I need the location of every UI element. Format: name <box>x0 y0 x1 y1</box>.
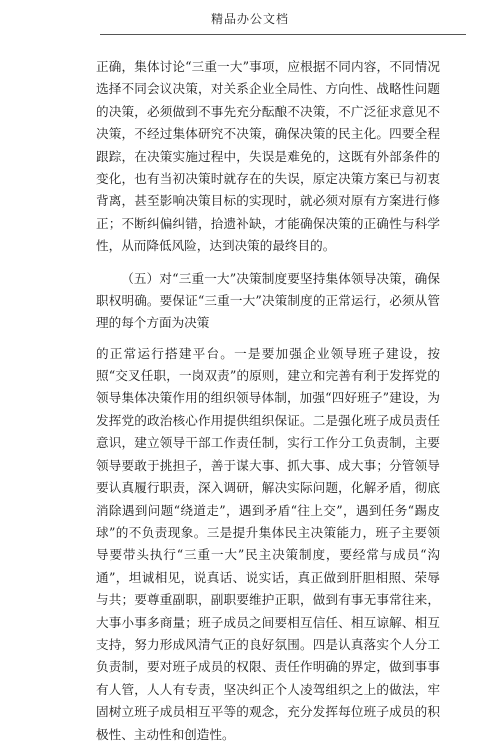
page-header-title: 精品办公文档 <box>210 12 289 26</box>
document-body <box>96 56 440 746</box>
header-divider <box>100 34 466 35</box>
body-paragraph-1: 正确，集体讨论“三重一大”事项，应根据不同内容，不同情况选择不同会议决策，对关系企业全局性、方向性、战略性问题的决策，必须做到不事先充分酝酿不决策，不广泛征求意见不决策，不经过集体研究不决策，确保决策的民主化。四要全程跟踪，在决策实施过程中，失误是难免的，这既有外部条件的变化，也有当初决策时就存在的失误，原定决策方案已与初衷背离，甚至影响决策目标的实现时，就必须对原有方案进行修正；不断纠偏纠错，拾遗补缺，才能确保决策的正确性与科学性，从而降低风险，达到决策的最终目的。 <box>96 59 440 254</box>
body-paragraph-section-5: （五）对“三重一大”决策制度要坚持集体领导决策，确保职权明确。要保证“三重一大”决策制度的正常运行，必须从管理的每个方面为决策 <box>96 270 440 330</box>
body-paragraph-3: 的正常运行搭建平台。一是要加强企业领导班子建设，按照“交叉任职，一岗双责”的原则，建立和完善有利于发挥党的领导集体决策作用的组织领导体制，加强“四好班子”建设，为发挥党的政治核心作用提供组织保证。二是强化班子成员责任意识，建立领导干部工作责任制，实行工作分工负责制，主要领导要敢于挑担子，善于谋大事、抓大事、成大事；分管领导要认真履行职责，深入调研，解决实际问题，化解矛盾，彻底消除遇到问题“绕道走”，遇到矛盾“往上交”，遇到任务“踢皮球”的不负责现象。三是提升集体民主决策能力，班子主要领导要带头执行“三重一大”民主决策制度，要经常与成员“沟通”，坦诚相见，说真话、说实话，真正做到肝胆相照、荣辱与共；要尊重副职，副职要维护正职，做到有事无事常往来，大事小事多商量；班子成员之间要相互信任、相互谅解、相互支持，努力形成风清气正的良好氛围。四是认真落实个人分工负责制，要对班子成员的权限、责任作明确的界定，做到事事有人管，人人有专责，坚决纠正个人凌驾组织之上的做法，牢固树立班子成员相互平等的观念，充分发挥每位班子成员的积极性、主动性和创造性。 <box>96 345 440 742</box>
